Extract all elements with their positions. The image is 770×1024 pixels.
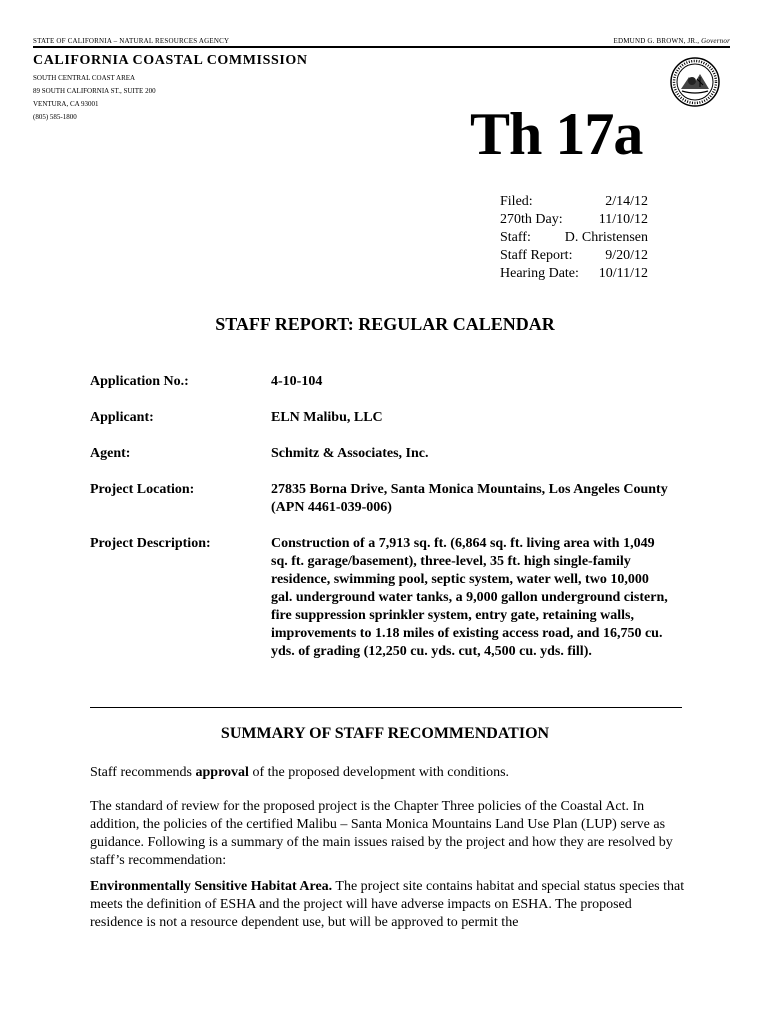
commission-address	[33, 72, 156, 124]
meta-value: 11/10/12	[598, 212, 648, 227]
meta-row	[500, 247, 648, 265]
p1-bold: approval	[195, 765, 249, 780]
p1-text: Staff recommends	[90, 765, 196, 780]
section-divider	[90, 707, 682, 708]
agenda-item-number: Th 17a	[470, 101, 643, 167]
summary-paragraph-1	[90, 764, 688, 782]
meta-value: 2/14/12	[605, 194, 648, 209]
summary-title: SUMMARY OF STAFF RECOMMENDATION	[220, 725, 550, 742]
address-area: SOUTH CENTRAL COAST AREA	[33, 74, 136, 82]
field-value: ELN Malibu, LLC	[271, 410, 383, 425]
field-label: Project Description:	[90, 536, 211, 551]
p1-text-end: of the proposed development with conditions.	[248, 765, 510, 780]
meta-value: D. Christensen	[564, 230, 648, 245]
field-application-no	[90, 373, 690, 391]
commission-name: CALIFORNIA COASTAL COMMISSION	[33, 53, 308, 68]
p3-heading: Environmentally Sensitive Habitat Area.	[90, 879, 333, 894]
meta-value: 10/11/12	[598, 266, 648, 281]
field-project-description	[90, 535, 690, 661]
report-title: STAFF REPORT: REGULAR CALENDAR	[215, 314, 555, 334]
meta-label: Staff:	[500, 230, 531, 245]
meta-label: Hearing Date:	[500, 266, 579, 281]
meta-row	[500, 265, 648, 283]
governor-title: Governor	[701, 37, 730, 45]
address-street: 89 SOUTH CALIFORNIA ST., SUITE 200	[33, 87, 156, 95]
meta-label: 270th Day:	[500, 212, 563, 227]
meta-row	[500, 193, 648, 211]
filing-meta	[500, 193, 648, 283]
meta-label: Staff Report:	[500, 248, 573, 263]
field-label: Applicant:	[90, 410, 154, 425]
agency-header: STATE OF CALIFORNIA – NATURAL RESOURCES AGENCY	[33, 37, 230, 45]
field-project-location	[90, 481, 690, 517]
header-rule	[33, 46, 730, 48]
summary-paragraph-3	[90, 878, 688, 932]
meta-row	[500, 211, 648, 229]
field-value: 4-10-104	[271, 374, 323, 389]
field-applicant	[90, 409, 690, 427]
field-label: Project Location:	[90, 482, 195, 497]
field-label: Agent:	[90, 446, 131, 461]
meta-row	[500, 229, 648, 247]
field-agent	[90, 445, 690, 463]
field-value: Construction of a 7,913 sq. ft. (6,864 sq. ft. living area with 1,049 sq. ft. garage/basement), three-level, 35 ft. high single-family residence, swimming pool, septic system, water well, two 10,000 gal. underground water tanks, a 9,000 gallon underground cistern, fire suppression sprinkler system, entry gate, retaining walls, improvements to 1.18 miles of existing access road, and 16,750 cu. yds. of grading (12,250 cu. yds. cut, 4,500 cu. yds. fill).	[271, 536, 668, 659]
application-fields	[90, 373, 690, 679]
address-city: VENTURA, CA 93001	[33, 100, 99, 108]
meta-value: 9/20/12	[605, 248, 648, 263]
address-phone: (805) 585-1800	[33, 113, 77, 121]
governor-name: EDMUND G. BROWN, JR.,	[613, 37, 700, 45]
governor-header	[614, 37, 730, 45]
meta-label: Filed:	[500, 194, 533, 209]
state-seal-icon	[670, 57, 720, 107]
field-value: Schmitz & Associates, Inc.	[271, 446, 429, 461]
summary-paragraph-2: The standard of review for the proposed project is the Chapter Three policies of the Coastal Act. In addition, the policies of the certified Malibu – Santa Monica Mountains Land Use Plan (LUP) serve as guidance. Following is a summary of the main issues raised by the project and how they are resolved by staff’s recommendation:	[90, 799, 673, 868]
p3-text: The project site contains habitat and special status species that meets the definition of ESHA and the project will have adverse impacts on ESHA. The proposed residence is not a resource dependent use, but will be approved to permit the	[90, 879, 685, 930]
field-value: 27835 Borna Drive, Santa Monica Mountains, Los Angeles County (APN 4461-039-006)	[271, 482, 668, 515]
field-label: Application No.:	[90, 374, 189, 389]
